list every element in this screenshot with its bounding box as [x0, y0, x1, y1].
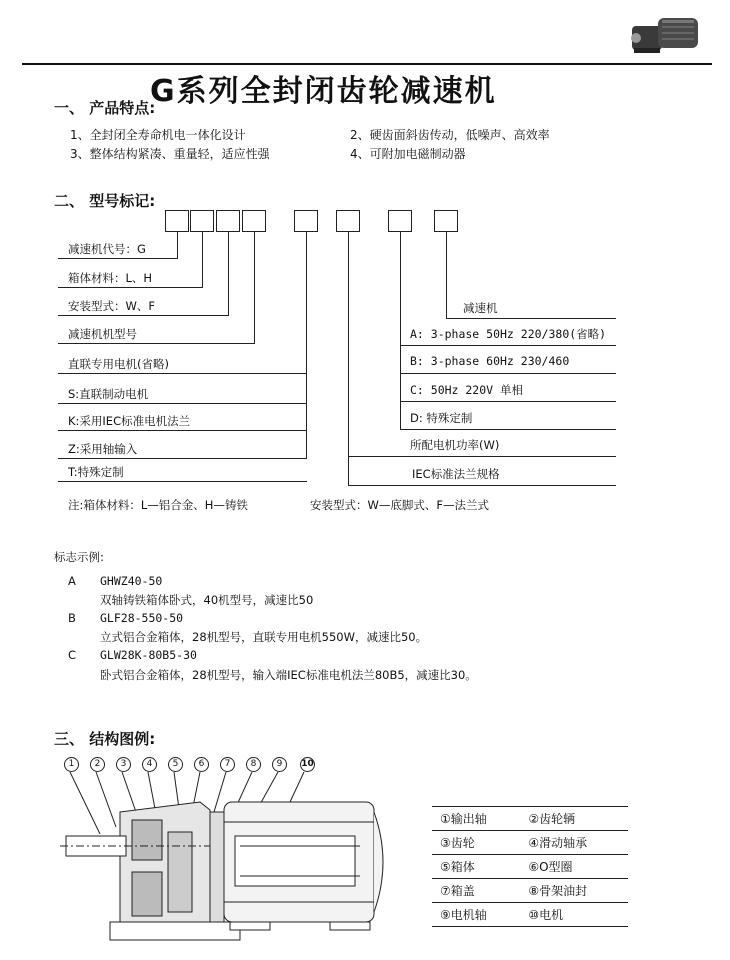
callout-number: 3	[116, 757, 131, 772]
callout-number: 1	[64, 757, 79, 772]
material-note: 注:箱体材料：L—铝合金、H—铸铁	[68, 498, 248, 512]
table-cell: ⑧骨架油封	[520, 879, 628, 903]
label-underline	[400, 345, 616, 346]
label-underline	[58, 481, 307, 482]
code-box	[190, 210, 214, 232]
section3-heading: 三、 结构图例:	[54, 730, 156, 748]
label-underline	[58, 315, 229, 316]
connector-line	[228, 232, 229, 315]
label-underline	[58, 430, 307, 431]
model-label: 减速机	[463, 301, 498, 315]
table-row	[432, 879, 628, 903]
example-desc: 卧式铝合金箱体，28机型号，输入端IEC标准电机法兰80B5，减速比30。	[100, 668, 477, 682]
table-row	[432, 903, 628, 927]
table-row	[432, 855, 628, 879]
example-letter: B	[68, 611, 76, 625]
mount-note: 安装型式：W—底脚式、F—法兰式	[310, 498, 489, 512]
model-label: S:直联制动电机	[68, 387, 149, 401]
feature-item: 4、可附加电磁制动器	[350, 147, 466, 161]
example-desc: 立式铝合金箱体，28机型号，直联专用电机550W，减速比50。	[100, 630, 428, 644]
product-photo	[628, 8, 708, 58]
section2-heading: 二、 型号标记:	[54, 192, 156, 210]
callout-number: 2	[90, 757, 105, 772]
callout-number: 5	[168, 757, 183, 772]
model-label: 安装型式：W、F	[68, 299, 155, 313]
label-underline	[400, 429, 616, 430]
section1-heading: 一、 产品特点:	[54, 99, 156, 117]
code-box	[336, 210, 360, 232]
example-letter: A	[68, 574, 76, 588]
model-label: 减速机机型号	[68, 327, 137, 341]
callout-number: 6	[194, 757, 209, 772]
model-label: T:特殊定制	[68, 465, 124, 479]
connector-line	[202, 232, 203, 287]
example-code: GHWZ40-50	[100, 574, 163, 588]
label-underline	[58, 403, 307, 404]
example-desc: 双轴铸铁箱体卧式，40机型号，减速比50	[100, 593, 314, 607]
table-row	[432, 831, 628, 855]
label-underline	[348, 485, 616, 486]
code-box	[294, 210, 318, 232]
model-label: A: 3-phase 50Hz 220/380(省略)	[410, 327, 607, 341]
feature-item: 1、全封闭全寿命机电一体化设计	[70, 128, 246, 142]
model-label: K:采用IEC标准电机法兰	[68, 414, 191, 428]
callout-number: 8	[246, 757, 261, 772]
label-underline	[58, 373, 307, 374]
model-label: 所配电机功率(W)	[410, 438, 500, 452]
table-cell: ⑦箱盖	[432, 879, 520, 903]
label-underline	[400, 401, 616, 402]
feature-item: 2、硬齿面斜齿传动，低噪声、高效率	[350, 128, 550, 142]
callout-number: 7	[220, 757, 235, 772]
model-label: 箱体材料：L、H	[68, 271, 153, 285]
code-box	[165, 210, 189, 232]
label-underline	[58, 343, 255, 344]
callout-number: 10	[300, 757, 315, 772]
code-box	[388, 210, 412, 232]
table-cell: ⑤箱体	[432, 855, 520, 879]
code-box	[434, 210, 458, 232]
label-underline	[58, 258, 178, 259]
gearbox-cross-section-drawing	[60, 772, 400, 952]
connector-line	[177, 232, 178, 258]
model-label: IEC标准法兰规格	[412, 467, 500, 481]
table-cell: ①输出轴	[432, 807, 520, 831]
connector-line	[254, 232, 255, 343]
connector-line	[446, 232, 447, 318]
callout-number: 4	[142, 757, 157, 772]
model-label: C: 50Hz 220V 单相	[410, 383, 524, 397]
label-underline	[348, 456, 616, 457]
table-cell: ⑩电机	[520, 903, 628, 927]
table-cell: ⑥O型圈	[520, 855, 628, 879]
table-cell: ⑨电机轴	[432, 903, 520, 927]
model-label: 减速机代号：G	[68, 242, 146, 256]
label-underline	[446, 318, 616, 319]
code-box	[216, 210, 240, 232]
table-cell: ④滑动轴承	[520, 831, 628, 855]
example-letter: C	[68, 648, 77, 662]
example-code: GLF28-550-50	[100, 611, 184, 625]
table-cell: ②齿轮辆	[520, 807, 628, 831]
example-code: GLW28K-80B5-30	[100, 648, 197, 662]
examples-heading: 标志示例:	[54, 550, 104, 564]
connector-line	[306, 232, 307, 458]
parts-legend-table	[432, 806, 628, 927]
page-title: G系列全封闭齿轮减速机	[150, 74, 497, 109]
feature-item: 3、整体结构紧凑、重量轻，适应性强	[70, 147, 270, 161]
callout-number: 9	[272, 757, 287, 772]
model-label: D: 特殊定制	[410, 411, 473, 425]
label-underline	[58, 458, 307, 459]
connector-line	[348, 232, 349, 486]
model-label: 直联专用电机(省略)	[68, 357, 169, 371]
table-row	[432, 807, 628, 831]
model-label: Z:采用轴输入	[68, 442, 138, 456]
label-underline	[58, 287, 203, 288]
header-rule	[22, 63, 712, 65]
label-underline	[400, 373, 616, 374]
table-cell: ③齿轮	[432, 831, 520, 855]
code-box	[242, 210, 266, 232]
model-label: B: 3-phase 60Hz 230/460	[410, 354, 570, 368]
